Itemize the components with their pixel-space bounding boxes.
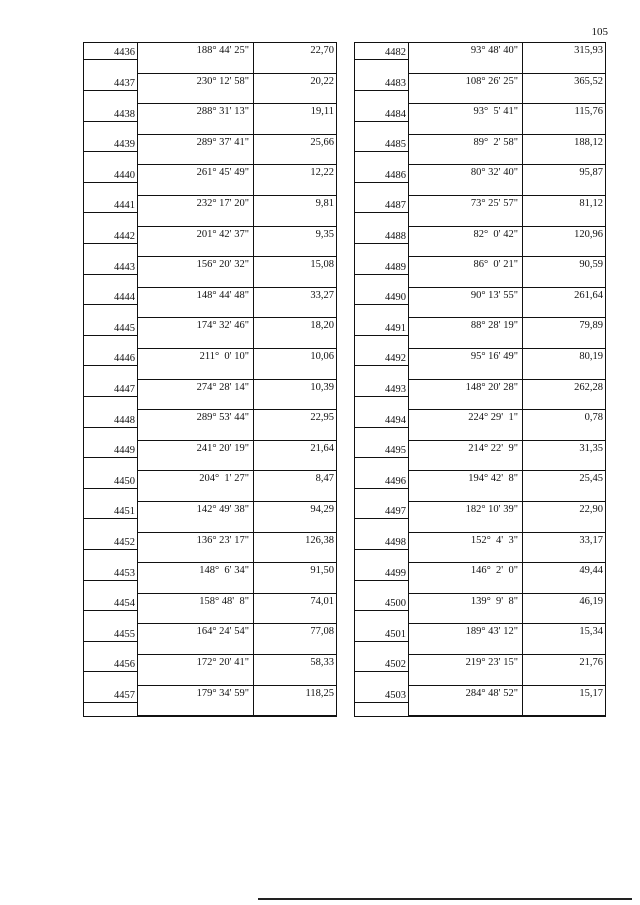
- direction-angle: 73° 25' 57": [470, 198, 518, 209]
- distance-value: 315,93: [574, 45, 603, 56]
- value-cell-border: [408, 103, 605, 104]
- value-cell-border: [408, 379, 605, 380]
- distance-value: 22,90: [579, 504, 603, 515]
- direction-angle: 93° 5' 41": [473, 106, 518, 117]
- direction-angle: 164° 24' 54": [196, 626, 249, 637]
- value-cell-border: [408, 623, 605, 624]
- value-cell-border: [408, 317, 605, 318]
- point-cell-border: [355, 488, 408, 489]
- distance-value: 10,39: [310, 382, 334, 393]
- value-cell-border: [137, 103, 336, 104]
- point-number: 4501: [385, 629, 406, 640]
- value-cell-border: [137, 623, 336, 624]
- point-cell-border: [355, 702, 408, 703]
- value-cell-border: [408, 440, 605, 441]
- value-cell-border: [137, 654, 336, 655]
- distance-value: 49,44: [579, 565, 603, 576]
- direction-angle: 88° 28' 19": [470, 320, 518, 331]
- value-cell-border: [408, 532, 605, 533]
- direction-angle: 148° 44' 48": [196, 290, 249, 301]
- value-cell-border: [408, 593, 605, 594]
- point-number: 4457: [114, 690, 135, 701]
- value-cell-border: [408, 685, 605, 686]
- point-number: 4451: [114, 506, 135, 517]
- direction-angle: 230° 12' 58": [196, 76, 249, 87]
- point-cell-border: [84, 396, 137, 397]
- distance-value: 10,06: [310, 351, 334, 362]
- distance-value: 15,34: [579, 626, 603, 637]
- point-cell-border: [355, 121, 408, 122]
- point-cell-border: [84, 304, 137, 305]
- distance-value: 261,64: [574, 290, 603, 301]
- value-cell-border: [137, 715, 336, 716]
- point-cell-border: [84, 671, 137, 672]
- value-cell-border: [408, 164, 605, 165]
- point-number: 4496: [385, 476, 406, 487]
- point-number: 4493: [385, 384, 406, 395]
- point-number: 4455: [114, 629, 135, 640]
- direction-angle: 174° 32' 46": [196, 320, 249, 331]
- distance-value: 81,12: [579, 198, 603, 209]
- value-cell-border: [408, 226, 605, 227]
- point-number: 4446: [114, 353, 135, 364]
- point-number: 4490: [385, 292, 406, 303]
- point-cell-border: [355, 212, 408, 213]
- direction-angle: 189° 43' 12": [465, 626, 518, 637]
- point-number: 4443: [114, 262, 135, 273]
- value-cell-border: [137, 226, 336, 227]
- point-number: 4437: [114, 78, 135, 89]
- distance-value: 33,17: [579, 535, 603, 546]
- direction-angle: 148° 20' 28": [465, 382, 518, 393]
- page-number: 105: [591, 26, 608, 38]
- value-cell-border: [137, 256, 336, 257]
- direction-angle: 211° 0' 10": [199, 351, 249, 362]
- point-number: 4492: [385, 353, 406, 364]
- distance-value: 74,01: [310, 596, 334, 607]
- point-cell-border: [84, 212, 137, 213]
- value-cell-border: [137, 164, 336, 165]
- distance-value: 25,45: [579, 473, 603, 484]
- value-cell-border: [137, 379, 336, 380]
- distance-value: 25,66: [310, 137, 334, 148]
- distance-value: 9,35: [315, 229, 334, 240]
- distance-value: 22,95: [310, 412, 334, 423]
- distance-value: 91,50: [310, 565, 334, 576]
- distance-value: 19,11: [310, 106, 334, 117]
- direction-angle: 214° 22' 9": [468, 443, 518, 454]
- direction-angle: 274° 28' 14": [196, 382, 249, 393]
- point-number: 4494: [385, 415, 406, 426]
- point-cell-border: [84, 427, 137, 428]
- value-cell-border: [408, 501, 605, 502]
- point-number: 4447: [114, 384, 135, 395]
- point-cell-border: [355, 304, 408, 305]
- value-cell-border: [408, 654, 605, 655]
- point-number: 4484: [385, 109, 406, 120]
- direction-angle: 142° 49' 38": [196, 504, 249, 515]
- point-cell-border: [355, 59, 408, 60]
- direction-angle: 152° 4' 3": [470, 535, 518, 546]
- value-cell-border: [137, 470, 336, 471]
- direction-angle: 136° 23' 17": [196, 535, 249, 546]
- point-cell-border: [355, 549, 408, 550]
- distance-value: 20,22: [310, 76, 334, 87]
- direction-angle: 219° 23' 15": [465, 657, 518, 668]
- distance-value: 21,76: [579, 657, 603, 668]
- point-number: 4449: [114, 445, 135, 456]
- distance-value: 262,28: [574, 382, 603, 393]
- point-number: 4441: [114, 200, 135, 211]
- point-number: 4502: [385, 659, 406, 670]
- point-number: 4482: [385, 47, 406, 58]
- point-cell-border: [355, 427, 408, 428]
- point-number: 4448: [114, 415, 135, 426]
- direction-angle: 95° 16' 49": [470, 351, 518, 362]
- point-number: 4445: [114, 323, 135, 334]
- direction-angle: 232° 17' 20": [196, 198, 249, 209]
- point-number: 4453: [114, 568, 135, 579]
- distance-value: 126,38: [305, 535, 334, 546]
- point-cell-border: [84, 151, 137, 152]
- point-cell-border: [355, 641, 408, 642]
- distance-value: 18,20: [310, 320, 334, 331]
- point-cell-border: [84, 580, 137, 581]
- distance-value: 31,35: [579, 443, 603, 454]
- point-number: 4440: [114, 170, 135, 181]
- value-cell-border: [137, 532, 336, 533]
- distance-value: 22,70: [310, 45, 334, 56]
- distance-value: 120,96: [574, 229, 603, 240]
- point-number: 4444: [114, 292, 135, 303]
- point-cell-border: [84, 243, 137, 244]
- point-cell-border: [84, 335, 137, 336]
- direction-angle: 289° 37' 41": [196, 137, 249, 148]
- coordinate-table-left: [83, 42, 337, 717]
- direction-angle: 86° 0' 21": [473, 259, 518, 270]
- point-cell-border: [84, 90, 137, 91]
- distance-value: 46,19: [579, 596, 603, 607]
- point-cell-border: [355, 457, 408, 458]
- direction-angle: 89° 2' 58": [473, 137, 518, 148]
- distance-value: 365,52: [574, 76, 603, 87]
- point-cell-border: [355, 396, 408, 397]
- point-number: 4500: [385, 598, 406, 609]
- direction-angle: 90° 13' 55": [470, 290, 518, 301]
- point-number: 4495: [385, 445, 406, 456]
- direction-angle: 201° 42' 37": [196, 229, 249, 240]
- direction-angle: 139° 9' 8": [470, 596, 518, 607]
- direction-angle: 156° 20' 32": [196, 259, 249, 270]
- value-cell-border: [408, 562, 605, 563]
- direction-angle: 80° 32' 40": [470, 167, 518, 178]
- value-cell-border: [408, 715, 605, 716]
- point-number: 4485: [385, 139, 406, 150]
- value-cell-border: [137, 593, 336, 594]
- point-cell-border: [355, 365, 408, 366]
- point-cell-border: [355, 580, 408, 581]
- direction-angle: 182° 10' 39": [465, 504, 518, 515]
- distance-value: 15,08: [310, 259, 334, 270]
- point-cell-border: [355, 90, 408, 91]
- point-number: 4497: [385, 506, 406, 517]
- point-cell-border: [84, 274, 137, 275]
- distance-value: 95,87: [579, 167, 603, 178]
- point-number: 4498: [385, 537, 406, 548]
- value-cell-border: [137, 685, 336, 686]
- value-cell-border: [137, 501, 336, 502]
- direction-angle: 204° 1' 27": [199, 473, 249, 484]
- distance-value: 8,47: [315, 473, 334, 484]
- value-cell-border: [137, 134, 336, 135]
- direction-angle: 241° 20' 19": [196, 443, 249, 454]
- point-number: 4454: [114, 598, 135, 609]
- point-number: 4487: [385, 200, 406, 211]
- value-cell-border: [408, 73, 605, 74]
- point-number: 4489: [385, 262, 406, 273]
- coordinate-table-right: [354, 42, 606, 717]
- distance-value: 12,22: [310, 167, 334, 178]
- direction-angle: 224° 29' 1": [468, 412, 518, 423]
- distance-value: 77,08: [310, 626, 334, 637]
- value-cell-border: [137, 562, 336, 563]
- distance-value: 79,89: [579, 320, 603, 331]
- point-number: 4486: [385, 170, 406, 181]
- direction-angle: 188° 44' 25": [196, 45, 249, 56]
- point-number: 4491: [385, 323, 406, 334]
- direction-angle: 284° 48' 52": [465, 688, 518, 699]
- distance-value: 188,12: [574, 137, 603, 148]
- point-cell-border: [84, 59, 137, 60]
- distance-value: 33,27: [310, 290, 334, 301]
- point-number: 4450: [114, 476, 135, 487]
- value-cell-border: [137, 195, 336, 196]
- point-number: 4483: [385, 78, 406, 89]
- point-number: 4456: [114, 659, 135, 670]
- value-cell-border: [408, 134, 605, 135]
- distance-value: 118,25: [305, 688, 334, 699]
- direction-angle: 146° 2' 0": [470, 565, 518, 576]
- distance-value: 90,59: [579, 259, 603, 270]
- value-cell-border: [137, 317, 336, 318]
- direction-angle: 194° 42' 8": [468, 473, 518, 484]
- value-cell-border: [408, 470, 605, 471]
- point-cell-border: [84, 365, 137, 366]
- point-cell-border: [355, 610, 408, 611]
- direction-angle: 93° 48' 40": [470, 45, 518, 56]
- direction-angle: 288° 31' 13": [196, 106, 249, 117]
- point-cell-border: [355, 518, 408, 519]
- point-cell-border: [84, 121, 137, 122]
- point-number: 4436: [114, 47, 135, 58]
- point-cell-border: [84, 488, 137, 489]
- point-cell-border: [355, 151, 408, 152]
- distance-value: 9,81: [315, 198, 334, 209]
- point-number: 4488: [385, 231, 406, 242]
- point-cell-border: [84, 641, 137, 642]
- distance-value: 80,19: [579, 351, 603, 362]
- distance-value: 21,64: [310, 443, 334, 454]
- point-cell-border: [84, 518, 137, 519]
- value-cell-border: [408, 287, 605, 288]
- point-number: 4452: [114, 537, 135, 548]
- direction-angle: 179° 34' 59": [196, 688, 249, 699]
- point-cell-border: [84, 702, 137, 703]
- point-cell-border: [84, 182, 137, 183]
- value-cell-border: [408, 409, 605, 410]
- point-number: 4439: [114, 139, 135, 150]
- direction-angle: 148° 6' 34": [199, 565, 249, 576]
- point-number: 4438: [114, 109, 135, 120]
- value-cell-border: [408, 195, 605, 196]
- point-number: 4503: [385, 690, 406, 701]
- point-cell-border: [355, 274, 408, 275]
- point-cell-border: [84, 457, 137, 458]
- direction-angle: 172° 20' 41": [196, 657, 249, 668]
- point-cell-border: [355, 182, 408, 183]
- distance-value: 94,29: [310, 504, 334, 515]
- distance-value: 15,17: [579, 688, 603, 699]
- value-cell-border: [137, 348, 336, 349]
- point-number: 4499: [385, 568, 406, 579]
- value-cell-border: [137, 409, 336, 410]
- value-cell-border: [408, 348, 605, 349]
- value-cell-border: [137, 73, 336, 74]
- direction-angle: 261° 45' 49": [196, 167, 249, 178]
- direction-angle: 82° 0' 42": [473, 229, 518, 240]
- direction-angle: 108° 26' 25": [465, 76, 518, 87]
- point-cell-border: [355, 671, 408, 672]
- value-cell-border: [137, 287, 336, 288]
- distance-value: 115,76: [574, 106, 603, 117]
- footer-rule: [258, 898, 632, 900]
- direction-angle: 289° 53' 44": [196, 412, 249, 423]
- value-cell-border: [408, 256, 605, 257]
- point-cell-border: [84, 610, 137, 611]
- point-cell-border: [355, 335, 408, 336]
- value-cell-border: [137, 440, 336, 441]
- point-cell-border: [355, 243, 408, 244]
- point-number: 4442: [114, 231, 135, 242]
- distance-value: 58,33: [310, 657, 334, 668]
- distance-value: 0,78: [584, 412, 603, 423]
- point-cell-border: [84, 549, 137, 550]
- direction-angle: 158° 48' 8": [199, 596, 249, 607]
